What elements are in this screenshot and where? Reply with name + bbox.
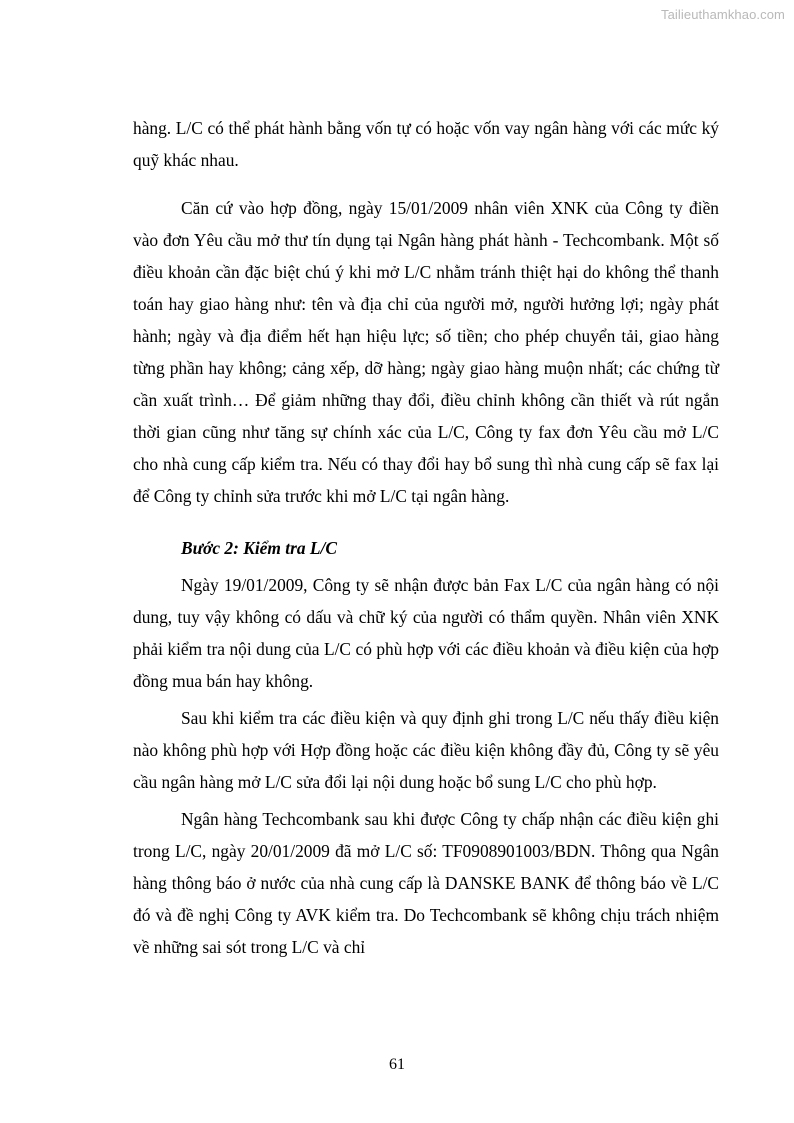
page-body	[133, 112, 719, 963]
paragraph: Ngân hàng Techcombank sau khi được Công ty chấp nhận các điều kiện ghi trong L/C, ngày 20/01/2009 đã mở L/C số: TF0908901003/BDN. Thông qua Ngân hàng thông báo ở nước của nhà cung cấp là DANSKE BANK để thông báo về L/C đó và đề nghị Công ty AVK kiểm tra. Do Techcombank sẽ không chịu trách nhiệm về những sai sót trong L/C và chỉ	[133, 809, 719, 957]
page-number: 61	[389, 1056, 405, 1073]
paragraph: hàng. L/C có thể phát hành bằng vốn tự có hoặc vốn vay ngân hàng với các mức ký quỹ khác nhau.	[133, 118, 719, 170]
watermark: Tailieuthamkhao.com	[660, 7, 785, 22]
section-heading: Bước 2: Kiểm tra L/C	[181, 538, 337, 558]
paragraph: Căn cứ vào hợp đồng, ngày 15/01/2009 nhân viên XNK của Công ty điền vào đơn Yêu cầu mở thư tín dụng tại Ngân hàng phát hành - Techcombank. Một số điều khoản cần đặc biệt chú ý khi mở L/C nhằm tránh thiệt hại do không thể thanh toán hay giao hàng như: tên và địa chỉ của người mở, người hưởng lợi; ngày phát hành; ngày và địa điểm hết hạn hiệu lực; số tiền; cho phép chuyển tải, giao hàng từng phần hay không; cảng xếp, dỡ hàng; ngày giao hàng muộn nhất; các chứng từ cần xuất trình… Để giảm những thay đổi, điều chỉnh không cần thiết và rút ngắn thời gian cũng như tăng sự chính xác của L/C, Công ty fax đơn Yêu cầu mở L/C cho nhà cung cấp kiểm tra. Nếu có thay đổi hay bổ sung thì nhà cung cấp sẽ fax lại để Công ty chỉnh sửa trước khi mở L/C tại ngân hàng.	[133, 198, 719, 506]
paragraph: Ngày 19/01/2009, Công ty sẽ nhận được bản Fax L/C của ngân hàng có nội dung, tuy vậy không có dấu và chữ ký của người có thẩm quyền. Nhân viên XNK phải kiểm tra nội dung của L/C có phù hợp với các điều khoản và điều kiện của hợp đồng mua bán hay không.	[133, 575, 719, 691]
paragraph: Sau khi kiểm tra các điều kiện và quy định ghi trong L/C nếu thấy điều kiện nào không phù hợp với Hợp đồng hoặc các điều kiện không đầy đủ, Công ty sẽ yêu cầu ngân hàng mở L/C sửa đổi lại nội dung hoặc bổ sung L/C cho phù hợp.	[133, 708, 719, 792]
